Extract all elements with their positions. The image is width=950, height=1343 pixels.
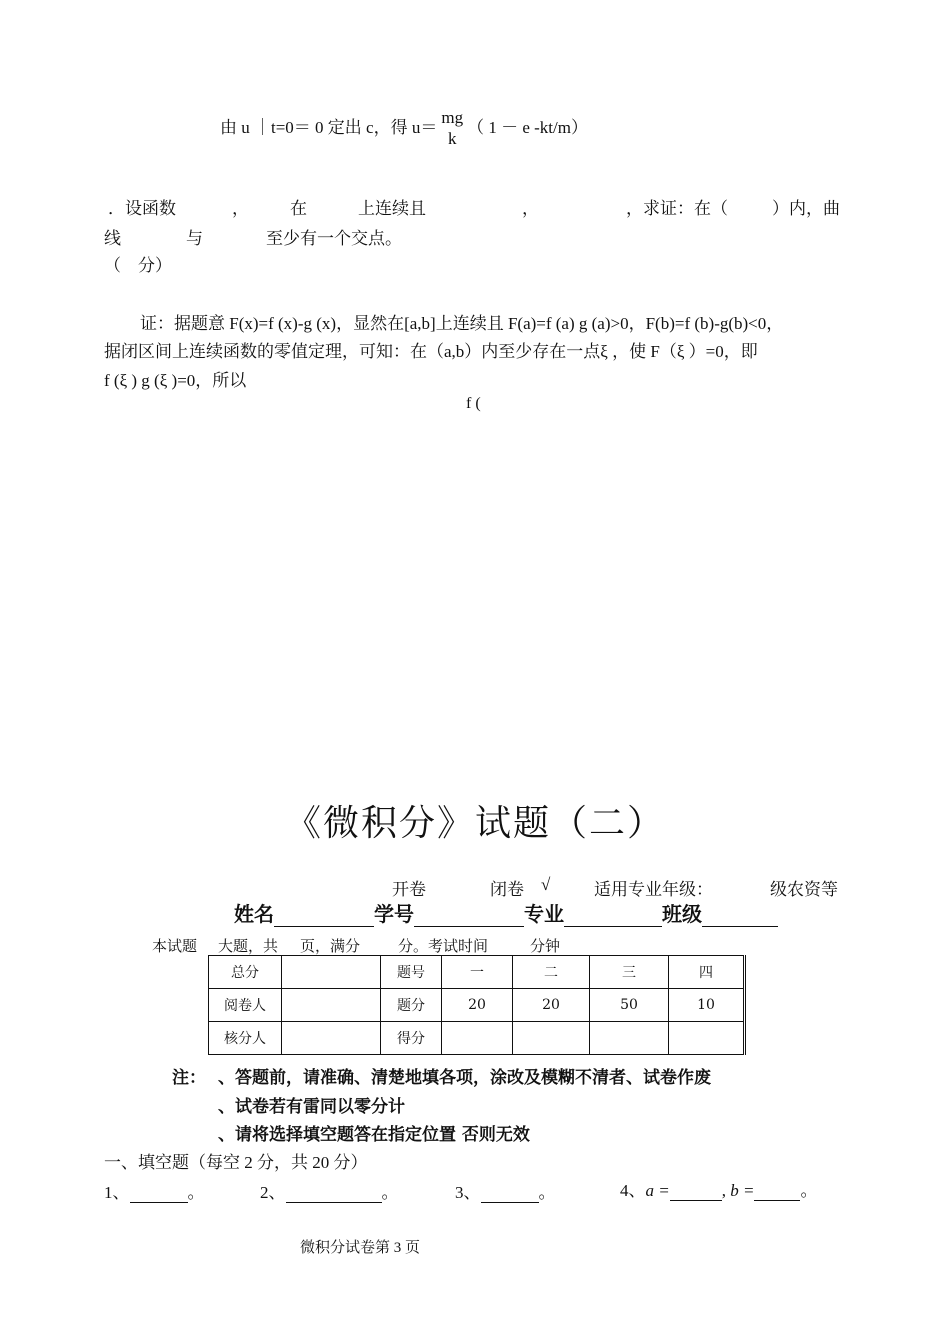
check-mark: √ bbox=[541, 875, 551, 894]
table-cell: 一 bbox=[442, 956, 513, 989]
problem-line2-part2: 与 bbox=[186, 229, 203, 248]
table-cell[interactable] bbox=[282, 956, 381, 989]
table-cell: 题分 bbox=[381, 989, 442, 1022]
problem-line1-part6: ，求证：在（ bbox=[626, 199, 728, 218]
major-label: 适用专业年级： bbox=[594, 880, 713, 899]
q4-comma: , bbox=[721, 1181, 726, 1200]
major-field-label: 专业 bbox=[524, 902, 564, 926]
exam-title: 《微积分》试题（二） bbox=[284, 803, 665, 844]
major-value: 级农资等 bbox=[770, 880, 838, 899]
b-label: b = bbox=[730, 1181, 755, 1200]
class-label: 班级 bbox=[662, 902, 702, 926]
major-blank[interactable] bbox=[564, 904, 662, 927]
table-row bbox=[209, 989, 745, 1022]
identity-row bbox=[234, 898, 778, 927]
problem-line1-part7: ）内，曲 bbox=[772, 199, 840, 218]
problem-line2-part3: 至少有一个交点。 bbox=[266, 229, 402, 248]
q3-answer-blank[interactable] bbox=[481, 1185, 539, 1203]
proof-line2: 据闭区间上连续函数的零值定理，可知：在（a,b）内至少存在一点ξ ，使 F（ξ ）=0，即 bbox=[104, 342, 758, 361]
section1-heading: 一、填空题（每空 2 分，共 20 分） bbox=[104, 1153, 368, 1172]
proof-line1: 证：据题意 F(x)=f (x)-g (x)，显然在[a,b]上连续且 F(a)=f (a) g (a)>0，F(b)=f (b)-g(b)<0， bbox=[140, 314, 784, 333]
problem-line1-part1: ．设函数 bbox=[108, 199, 176, 218]
b-answer-blank[interactable] bbox=[754, 1183, 800, 1201]
problem-line1-part5: ， bbox=[522, 199, 539, 218]
note-item-2: 、试卷若有雷同以零分计 bbox=[218, 1097, 405, 1117]
name-label: 姓名 bbox=[234, 902, 274, 926]
student-id-label: 学号 bbox=[374, 902, 414, 926]
table-cell: 阅卷人 bbox=[209, 989, 282, 1022]
problem-line1-part2: ， bbox=[232, 199, 249, 218]
proof-line4: f ( bbox=[466, 395, 481, 412]
q3-label: 3、 bbox=[455, 1183, 481, 1202]
q4-label: 4、 bbox=[620, 1181, 646, 1200]
table-cell: 得分 bbox=[381, 1022, 442, 1055]
notes-label: 注： bbox=[172, 1068, 206, 1088]
info-part5: 分钟 bbox=[530, 939, 561, 955]
formula-left: 由 u ｜t=0＝ 0 定出 c，得 u＝ bbox=[220, 117, 438, 137]
problem-points: （ 分） bbox=[104, 256, 172, 275]
score-table bbox=[208, 955, 746, 1055]
open-book-label: 开卷 bbox=[392, 880, 426, 899]
table-row bbox=[209, 1022, 745, 1055]
note-item-3: 、请将选择填空题答在指定位置 否则无效 bbox=[218, 1125, 530, 1145]
table-cell: 三 bbox=[590, 956, 669, 989]
table-cell: 二 bbox=[513, 956, 590, 989]
q1-answer-blank[interactable] bbox=[130, 1185, 188, 1203]
q1-end: 。 bbox=[187, 1183, 205, 1202]
table-cell[interactable] bbox=[282, 989, 381, 1022]
q4-end: 。 bbox=[800, 1181, 818, 1200]
question-1 bbox=[104, 1178, 205, 1203]
fraction bbox=[441, 108, 463, 150]
table-cell[interactable] bbox=[282, 1022, 381, 1055]
student-id-blank[interactable] bbox=[414, 904, 524, 927]
formula-line bbox=[220, 108, 588, 150]
problem-line1-part3: 在 bbox=[290, 199, 307, 218]
class-blank[interactable] bbox=[702, 904, 778, 927]
table-row bbox=[209, 956, 745, 989]
table-cell: 核分人 bbox=[209, 1022, 282, 1055]
info-part3: 页，满分 bbox=[300, 939, 361, 955]
a-answer-blank[interactable] bbox=[670, 1183, 722, 1201]
q2-answer-blank[interactable] bbox=[286, 1185, 382, 1203]
q3-end: 。 bbox=[538, 1183, 556, 1202]
page-footer: 微积分试卷第 3 页 bbox=[300, 1240, 421, 1256]
info-part1: 本试题 bbox=[152, 939, 198, 955]
q2-end: 。 bbox=[381, 1183, 399, 1202]
question-2 bbox=[260, 1178, 399, 1203]
table-cell: 题号 bbox=[381, 956, 442, 989]
info-part4: 分。考试时间 bbox=[398, 939, 489, 955]
closed-book-label: 闭卷 bbox=[490, 880, 524, 899]
proof-line3: f (ξ ) g (ξ )=0，所以 bbox=[104, 371, 247, 390]
table-cell: 50 bbox=[590, 989, 669, 1022]
name-blank[interactable] bbox=[274, 904, 374, 927]
formula-right: （ 1 － e -kt/m） bbox=[467, 117, 588, 137]
problem-line2-part1: 线 bbox=[104, 229, 121, 248]
fraction-denominator: k bbox=[447, 129, 457, 149]
table-cell: 总分 bbox=[209, 956, 282, 989]
note-item-1: 、答题前，请准确、清楚地填各项，涂改及模糊不清者、试卷作废 bbox=[218, 1068, 711, 1088]
question-3 bbox=[455, 1178, 556, 1203]
a-label: a = bbox=[645, 1181, 670, 1200]
problem-line1-part4: 上连续且 bbox=[358, 199, 426, 218]
fraction-numerator: mg bbox=[441, 108, 463, 129]
table-cell: 20 bbox=[513, 989, 590, 1022]
table-cell[interactable] bbox=[513, 1022, 590, 1055]
table-cell[interactable] bbox=[590, 1022, 669, 1055]
table-cell: 20 bbox=[442, 989, 513, 1022]
table-cell: 10 bbox=[669, 989, 745, 1022]
table-cell[interactable] bbox=[669, 1022, 745, 1055]
question-4 bbox=[620, 1176, 817, 1201]
q2-label: 2、 bbox=[260, 1183, 286, 1202]
table-cell[interactable] bbox=[442, 1022, 513, 1055]
info-part2: 大题，共 bbox=[218, 939, 279, 955]
q1-label: 1、 bbox=[104, 1183, 130, 1202]
table-cell: 四 bbox=[669, 956, 745, 989]
